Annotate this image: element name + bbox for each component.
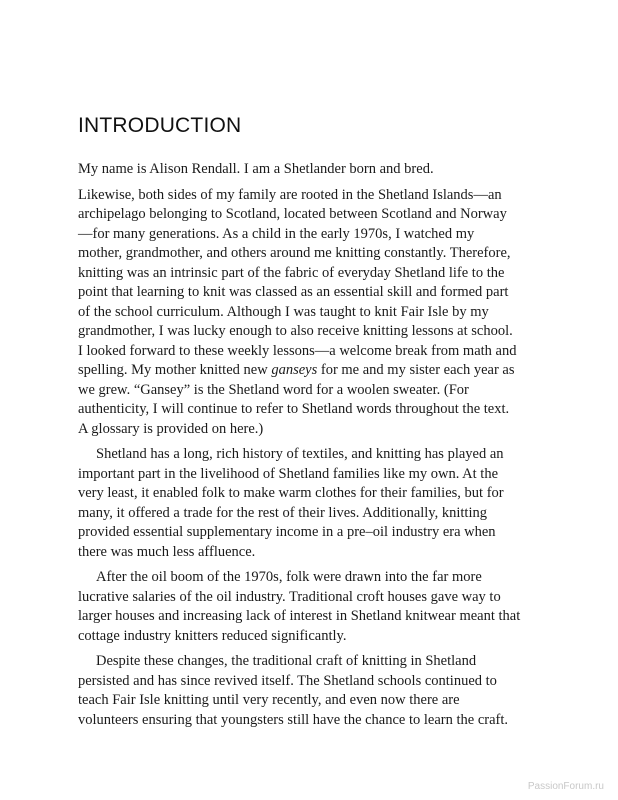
paragraph-1-line: —for many generations. As a child in the early 1970s, I watched my: [78, 225, 475, 242]
paragraph-3-line: cottage industry knitters reduced significantly.: [78, 627, 347, 644]
paragraph-1-line: Likewise, both sides of my family are rooted in the Shetland Islands—an: [78, 186, 502, 203]
paragraph-1-line: of the school curriculum. Although I was taught to knit Fair Isle by my: [78, 303, 489, 320]
chapter-heading: INTRODUCTION: [78, 114, 242, 137]
paragraph-3: [78, 568, 548, 646]
text-segment: for me and my sister each year as: [317, 362, 515, 378]
paragraph-4: [78, 652, 548, 730]
paragraph-4-line: persisted and has since revived itself. The Shetland schools continued to: [78, 672, 497, 689]
paragraph-2: [78, 445, 548, 562]
paragraph-1-line: authenticity, I will continue to refer to Shetland words throughout the text.: [78, 401, 510, 417]
chapter-body: [78, 160, 548, 730]
paragraph-1-line: I looked forward to these weekly lessons—a welcome break from math and: [78, 342, 517, 359]
paragraph-4-line: volunteers ensuring that youngsters still have the chance to learn the craft.: [78, 711, 509, 728]
paragraph-1-line: archipelago belonging to Scotland, located between Scotland and Norway: [78, 206, 507, 222]
paragraph-1-line: grandmother, I was lucky enough to also receive knitting lessons at school.: [78, 323, 513, 339]
paragraph-2-line: very least, it enabled folk to make warm clothes for their families, but for: [78, 485, 504, 501]
paragraph-1-line: [78, 361, 548, 381]
text-segment: spelling. My mother knitted new: [78, 362, 272, 378]
paragraph-4-line: teach Fair Isle knitting until very recently, and even now there are: [78, 692, 460, 708]
paragraph-1-line: we grew. “Gansey” is the Shetland word for a woolen sweater. (For: [78, 381, 469, 398]
paragraph-4-line: Despite these changes, the traditional craft of knitting in Shetland: [96, 653, 477, 669]
paragraph-1-line: mother, grandmother, and others around me knitting constantly. Therefore,: [78, 245, 511, 261]
italic-term-ganseys: ganseys: [271, 362, 318, 378]
paragraph-3-line: After the oil boom of the 1970s, folk were drawn into the far more: [96, 569, 482, 585]
paragraph-2-line: provided essential supplementary income in a pre–oil industry era when: [78, 524, 496, 540]
paragraph-3-line: larger houses and increasing lack of interest in Shetland knitwear meant that: [78, 608, 521, 624]
paragraph-1-line: knitting was an intrinsic part of the fabric of everyday Shetland life to the: [78, 264, 505, 281]
paragraph-1-line: point that learning to knit was classed as an essential skill and formed part: [78, 284, 509, 300]
paragraph-1: [78, 186, 548, 440]
paragraph-1-line: A glossary is provided on here.): [78, 420, 264, 437]
paragraph-2-line: many, it offered a trade for the rest of their lives. Additionally, knitting: [78, 504, 487, 521]
paragraph-2-line: there was much less affluence.: [78, 543, 256, 560]
intro-line: My name is Alison Rendall. I am a Shetlander born and bred.: [78, 161, 434, 177]
paragraph-3-line: lucrative salaries of the oil industry. Traditional croft houses gave way to: [78, 588, 501, 605]
paragraph-2-line: Shetland has a long, rich history of textiles, and knitting has played an: [96, 446, 504, 462]
paragraph-2-line: important part in the livelihood of Shetland families like my own. At the: [78, 465, 499, 482]
watermark-text: PassionForum.ru: [527, 781, 604, 792]
